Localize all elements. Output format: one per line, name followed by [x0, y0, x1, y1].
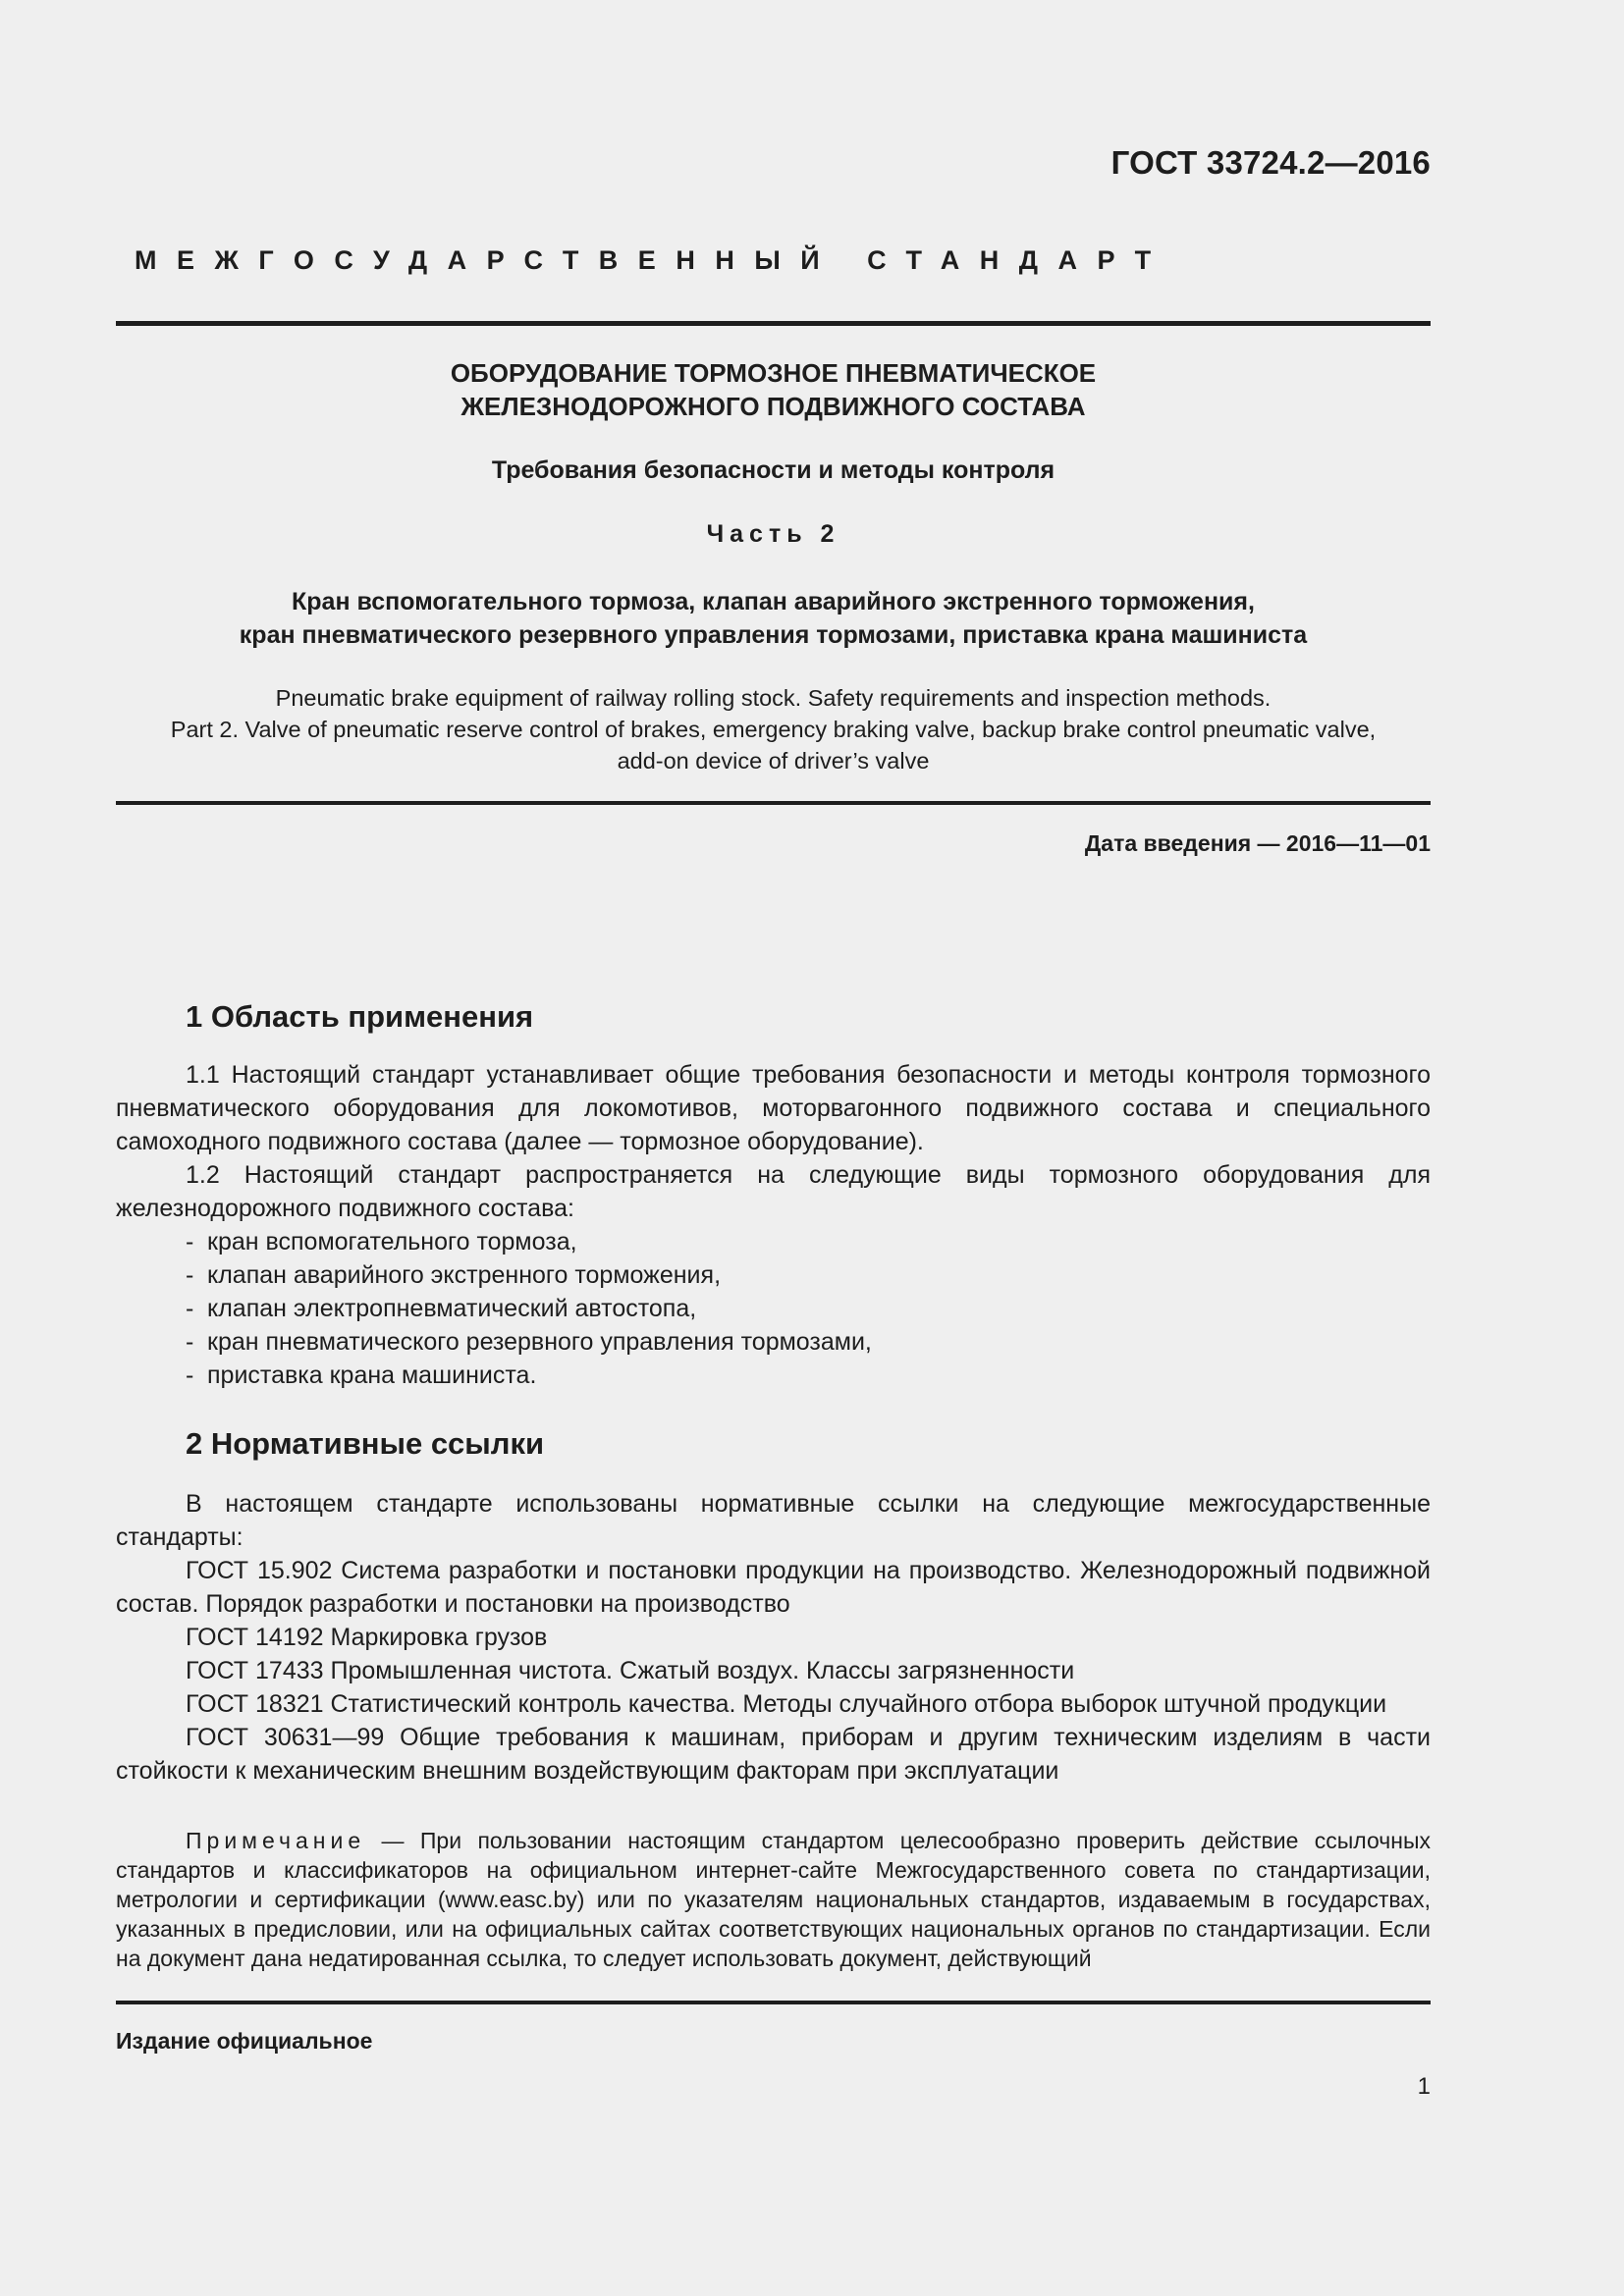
paragraph-1-1: 1.1 Настоящий стандарт устанавливает общие требования безопасности и методы контроля тормозного пневматического оборудования для локомотивов, моторвагонного подвижного состава и специального самоходного подвижного состава (далее — тормозное оборудование).	[116, 1061, 1431, 1155]
list-item: - кран пневматического резервного управления тормозами,	[186, 1328, 872, 1356]
official-edition-label: Издание официальное	[116, 2028, 373, 2054]
note-text: — При пользовании настоящим стандартом целесообразно проверить действие ссылочных стандартов и классификаторов на официальном интернет-сайте Межгосударственного совета по стандартизации, метрологии и сертификации (www.easc.by) или по указателям национальных стандартов, издаваемым в государствах, указанных в предисловии, или на официальных сайтах соответствующих национальных органов по стандартизации. Если на документ дана недатированная ссылка, то следует использовать документ, действующий	[116, 1828, 1431, 1971]
gost-number: ГОСТ 33724.2—2016	[1110, 144, 1431, 181]
reference-item: ГОСТ 17433 Промышленная чистота. Сжатый воздух. Классы загрязненности	[186, 1657, 1075, 1684]
english-title-line-2: Part 2. Valve of pneumatic reserve control of brakes, emergency braking valve, backup brake control pneumatic valve,	[170, 717, 1377, 742]
part-label: Часть 2	[706, 520, 840, 548]
section-references	[116, 1426, 1431, 1462]
english-title-line-1: Pneumatic brake equipment of railway rolling stock. Safety requirements and inspection methods.	[275, 685, 1272, 711]
english-title	[116, 682, 1431, 776]
list-item: - клапан электропневматический автостопа,	[186, 1295, 697, 1322]
title-line-1: ОБОРУДОВАНИЕ ТОРМОЗНОЕ ПНЕВМАТИЧЕСКОЕ	[450, 358, 1097, 388]
title-line-2: ЖЕЛЕЗНОДОРОЖНОГО ПОДВИЖНОГО СОСТАВА	[460, 392, 1086, 421]
reference-item: ГОСТ 18321 Статистический контроль качества. Методы случайного отбора выборок штучной продукции	[186, 1690, 1387, 1718]
part-title-line-2: кран пневматического резервного управления тормозами, приставка крана машиниста	[239, 621, 1308, 649]
middle-rule	[116, 801, 1431, 805]
note-label: Примечание	[186, 1828, 366, 1853]
page-number: 1	[1417, 2073, 1431, 2100]
top-rule	[116, 321, 1431, 326]
section-scope	[116, 999, 1431, 1035]
list-item: - кран вспомогательного тормоза,	[186, 1228, 577, 1255]
list-item: - клапан аварийного экстренного торможения,	[186, 1261, 722, 1289]
references-intro: В настоящем стандарте использованы нормативные ссылки на следующие межгосударственные стандарты:	[116, 1490, 1431, 1551]
reference-item: ГОСТ 14192 Маркировка грузов	[186, 1624, 548, 1651]
section-1-body	[116, 1058, 1431, 1392]
section-2-heading: 2 Нормативные ссылки	[186, 1426, 545, 1461]
document-title	[116, 356, 1431, 423]
section-1-heading: 1 Область применения	[186, 999, 534, 1034]
list-item: - приставка крана машиниста.	[186, 1362, 537, 1389]
bottom-rule	[116, 2001, 1431, 2004]
interstate-standard-label: МЕЖГОСУДАРСТВЕННЫЙ СТАНДАРТ	[135, 245, 1171, 275]
introduction-date: Дата введения — 2016—11—01	[1084, 830, 1431, 856]
paragraph-1-2: 1.2 Настоящий стандарт распространяется на следующие виды тормозного оборудования для железнодорожного подвижного состава:	[116, 1161, 1431, 1222]
section-2-body	[116, 1487, 1431, 1788]
part-title-line-1: Кран вспомогательного тормоза, клапан аварийного экстренного торможения,	[292, 588, 1255, 615]
reference-item: ГОСТ 15.902 Система разработки и постановки продукции на производство. Железнодорожный подвижной состав. Порядок разработки и постановки на производство	[116, 1557, 1431, 1618]
english-title-line-3: add-on device of driver’s valve	[617, 748, 930, 774]
document-subtitle: Требования безопасности и методы контроля	[491, 456, 1056, 484]
reference-item: ГОСТ 30631—99 Общие требования к машинам, приборам и другим техническим изделиям в части стойкости к механическим внешним воздействующим факторам при эксплуатации	[116, 1724, 1431, 1785]
note-paragraph	[116, 1826, 1431, 1973]
part-title	[116, 585, 1431, 652]
